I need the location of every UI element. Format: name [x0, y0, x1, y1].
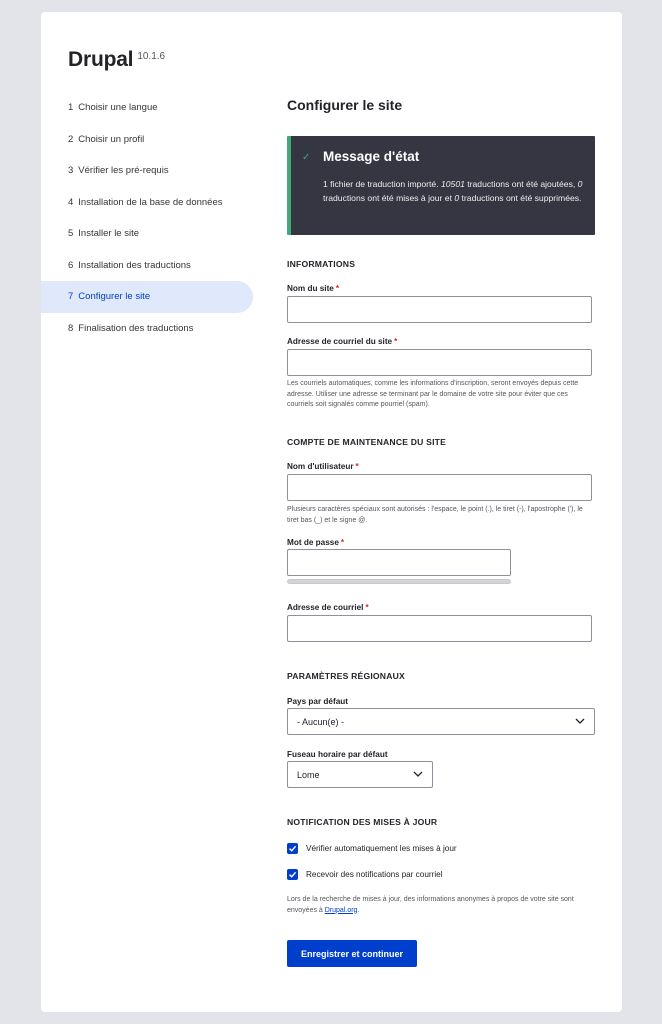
section-maintenance-account: COMPTE DE MAINTENANCE DU SITE — [287, 437, 447, 447]
username-label: Nom d'utilisateur * — [287, 462, 359, 471]
site-mail-label: Adresse de courriel du site * — [287, 337, 398, 346]
install-card — [41, 12, 622, 1012]
password-strength-bar — [287, 579, 511, 584]
status-message — [287, 136, 595, 235]
timezone-label: Fuseau horaire par défaut — [287, 750, 388, 759]
timezone-select[interactable] — [287, 761, 433, 788]
chevron-down-icon — [412, 768, 424, 780]
step-choose-profile: 2 Choisir un profil — [68, 133, 145, 145]
check-updates-email-label: Recevoir des notifications par courriel — [306, 870, 443, 879]
checkmark-icon — [288, 844, 297, 853]
install-steps — [41, 92, 253, 344]
section-informations: INFORMATIONS — [287, 259, 356, 269]
country-label: Pays par défaut — [287, 697, 348, 706]
step-verify-requirements: 3 Vérifier les pré-requis — [68, 165, 169, 177]
site-name-input[interactable] — [287, 296, 592, 323]
check-updates-auto-label: Vérifier automatiquement les mises à jour — [306, 844, 457, 853]
password-label: Mot de passe * — [287, 538, 345, 547]
site-mail-input[interactable] — [287, 349, 592, 376]
chevron-down-icon — [574, 715, 586, 727]
status-title: Message d'état — [323, 149, 420, 164]
updates-help: Lors de la recherche de mises à jour, des informations anonymes à propos de votre site sont envoyées à Drupal.org. — [287, 896, 574, 914]
username-help: Plusieurs caractères spéciaux sont autorisés : l'espace, le point (.), le tiret (-), l'apostrophe ('), le tiret bas (_) et le signe @. — [287, 506, 583, 524]
country-select[interactable] — [287, 708, 595, 735]
section-update-notifications: NOTIFICATION DES MISES À JOUR — [287, 817, 438, 827]
save-and-continue-button[interactable]: Enregistrer et continuer — [287, 940, 417, 967]
brand — [68, 48, 165, 72]
section-regional-settings: PARAMÈTRES RÉGIONAUX — [287, 671, 405, 681]
checkmark-icon — [288, 870, 297, 879]
timezone-select-value: Lome — [297, 769, 320, 780]
email-label: Adresse de courriel * — [287, 603, 369, 612]
country-select-value: - Aucun(e) - — [297, 716, 345, 727]
email-input[interactable] — [287, 615, 592, 642]
checkbox-checked[interactable] — [287, 843, 298, 854]
step-install-translations: 6 Installation des traductions — [68, 259, 191, 271]
check-updates-auto[interactable] — [287, 843, 457, 854]
drupal-org-link[interactable]: Drupal.org — [324, 906, 358, 914]
check-icon: ✓ — [302, 152, 311, 163]
page-title: Configurer le site — [287, 97, 403, 113]
site-mail-help: Les courriels automatiques, comme les informations d'inscription, seront envoyés depuis cette adresse. Utiliser une adresse se terminant par le domaine de votre site pour éviter que ces courriels soit signalés comme pourriel (spam). — [287, 380, 579, 408]
brand-version: 10.1.6 — [137, 51, 166, 62]
password-input[interactable] — [287, 549, 511, 576]
brand-name: Drupal — [68, 48, 134, 71]
status-text: 1 fichier de traduction importé. 10501 traductions ont été ajoutées, 0 traductions ont été mises à jour et 0 traductions ont été supprimées. — [323, 179, 583, 203]
check-updates-email[interactable] — [287, 869, 443, 880]
username-input[interactable] — [287, 474, 592, 501]
site-name-label: Nom du site * — [287, 284, 340, 293]
step-database: 4 Installation de la base de données — [68, 196, 223, 208]
step-configure-site: 7 Configurer le site — [41, 281, 253, 313]
step-finalize-translations: 8 Finalisation des traductions — [68, 322, 194, 334]
step-install-site: 5 Installer le site — [68, 228, 140, 240]
step-choose-language: 1 Choisir une langue — [68, 102, 158, 114]
checkbox-checked[interactable] — [287, 869, 298, 880]
